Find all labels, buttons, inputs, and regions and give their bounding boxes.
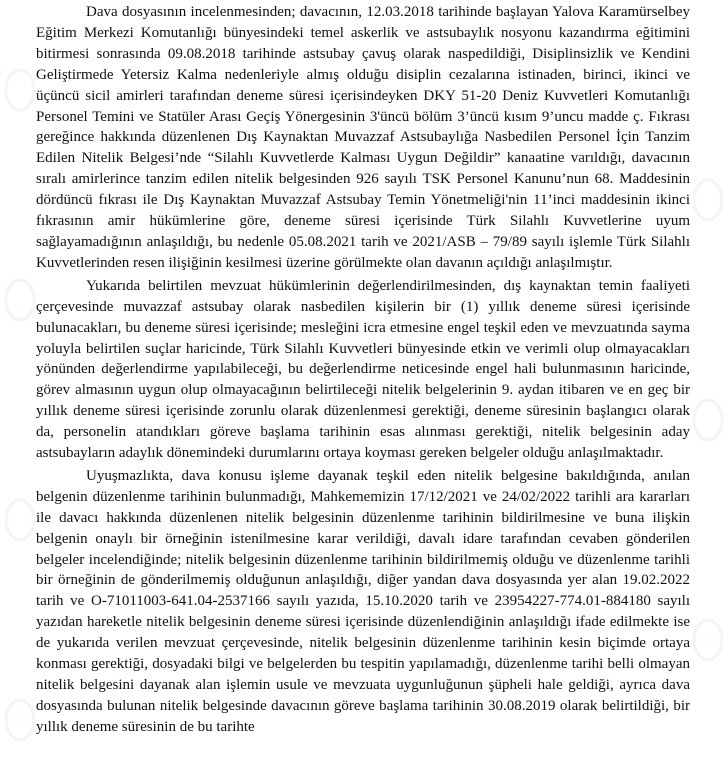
- paragraph-case-summary: Dava dosyasının incelenmesinden; davacının, 12.03.2018 tarihinde başlayan Yalova Karamürselbey Eğitim Merkezi Komutanlığı bünyesindeki temel askerlik ve astsubaylık nosyonu kazandırma eğitimini bitirmesi sonrasında 09.08.2018 tarihinde astsubay çavuş olarak naspedildiği, Disiplinsizlik ve Kendini Geliştirmede Yetersiz Kalma nedenleriyle almış olduğu disiplin cezalarına istinaden, birinci, ikinci ve üçüncü sicil amirleri tarafından deneme süresi içerisindeyken DKY 51-20 Deniz Kuvvetleri Komutanlığı Personel Temini ve Statüler Arası Geçiş Yönergesinin 3'üncü bölüm 3’üncü kısım 9’uncu madde ç. Fıkrası gereğince hakkında düzenlenen Dış Kaynaktan Muvazzaf Astsubaylığa Nasbedilen Personel İçin Tanzim Edilen Nitelik Belgesi’nde “Silahlı Kuvvetlerde Kalması Uygun Değildir” kanaatine varıldığı, davacının sıralı amirlerince tanzim edilen nitelik belgesinden 926 sayılı TSK Personel Kanunu’nun 68. Maddesinin dördüncü fıkrası ile Dış Kaynaktan Muvazzaf Astsubay Temin Yönetmeliği'nin 11’inci maddesinin ikinci fıkrasının amir hükümlerine göre, deneme süresi içerisinde Türk Silahlı Kuvvetlerine uyum sağlayamadığının anlaşıldığı, bu nedenle 05.08.2021 tarih ve 2021/ASB – 79/89 sayılı işlemle Türk Silahlı Kuvvetlerinden resen ilişiğinin kesilmesi üzerine görülmekte olan davanın açıldığı anlaşılmıştır.: [36, 4, 690, 271]
- paragraph-dispute-analysis: Uyuşmazlıkta, dava konusu işleme dayanak teşkil eden nitelik belgesine bakıldığında, anılan belgenin düzenlenme tarihinin bulunmadığı, Mahkememizin 17/12/2021 ve 24/02/2022 tarihli ara kararları ile davacı hakkında düzenlenen nitelik belgesinin düzenlenme tarihinin bildirilmesine ve buna ilişkin belgenin onaylı bir örneğinin istenilmesine karar verildiği, davalı idare tarafından cevaben gönderilen belgeler incelendiğinde; nitelik belgesinin düzenlenme tarihinin bildirilmemiş olduğu ve düzenlenme tarihli bir örneğinin de gönderilmemiş olduğunun anlaşıldığı, diğer yandan dava dosyasında yer alan 19.02.2022 tarih ve O-71011003-641.04-2537166 sayılı yazıda, 15.10.2020 tarih ve 23954227-774.01-884180 sayılı yazıdan hareketle nitelik belgesinin deneme süresi içerisinde düzenlendiğinin anlaşıldığı ifade edilmekte ise de yukarıda verilen mevzuat çerçevesinde, nitelik belgesinin düzenlenme tarihinin kesin biçimde ortaya konması gerektiği, dosyadaki bilgi ve belgelerden bu tespitin yapılamadığı, düzenlenme tarihi belli olmayan nitelik belgesini dayanak alan işlemin usule ve mevzuata uygunluğunun şüpheli hale geldiği, ayrıca dava dosyasında bulunan nitelik belgesinde davacının göreve başlama tarihinin 30.08.2019 olarak belirtildiği, bir yıllık deneme süresinin de bu tarihte: [36, 467, 690, 735]
- paragraph-legislation-assessment: Yukarıda belirtilen mevzuat hükümlerinin değerlendirilmesinden, dış kaynaktan temin faaliyeti çerçevesinde muvazzaf astsubay olarak nasbedilen kişilerin bir (1) yıllık deneme süresi içerisinde bulunacakları, bu deneme süresi içerisinde; mesleğini icra etmesine engel teşkil eden ve mevzuatında sayma yoluyla belirtilen suçlar haricinde, Türk Silahlı Kuvvetleri bünyesinde etkin ve verimli olup olmayacakları yönünden değerlendirme yapılabileceği, bu değerlendirme neticesinde engel hali bulunmasının haricinde, görev almasının uygun olup olmayacağının belirtileceği nitelik belgelerinin 9. aydan itibaren ve en geç bir yıllık deneme süresi içerisinde zorunlu olarak düzenlenmesi gerektiği, deneme süresinin başlangıcı olarak da, personelin atandıkları göreve başlama tarihinin esas alınması gerektiği, nitelik belgesinin aday astsubayların adaylık dönemindeki durumlarını ortaya koyması gereken belgeler olduğu anlaşılmaktadır.: [36, 277, 690, 462]
- document-page: [36, 2, 690, 740]
